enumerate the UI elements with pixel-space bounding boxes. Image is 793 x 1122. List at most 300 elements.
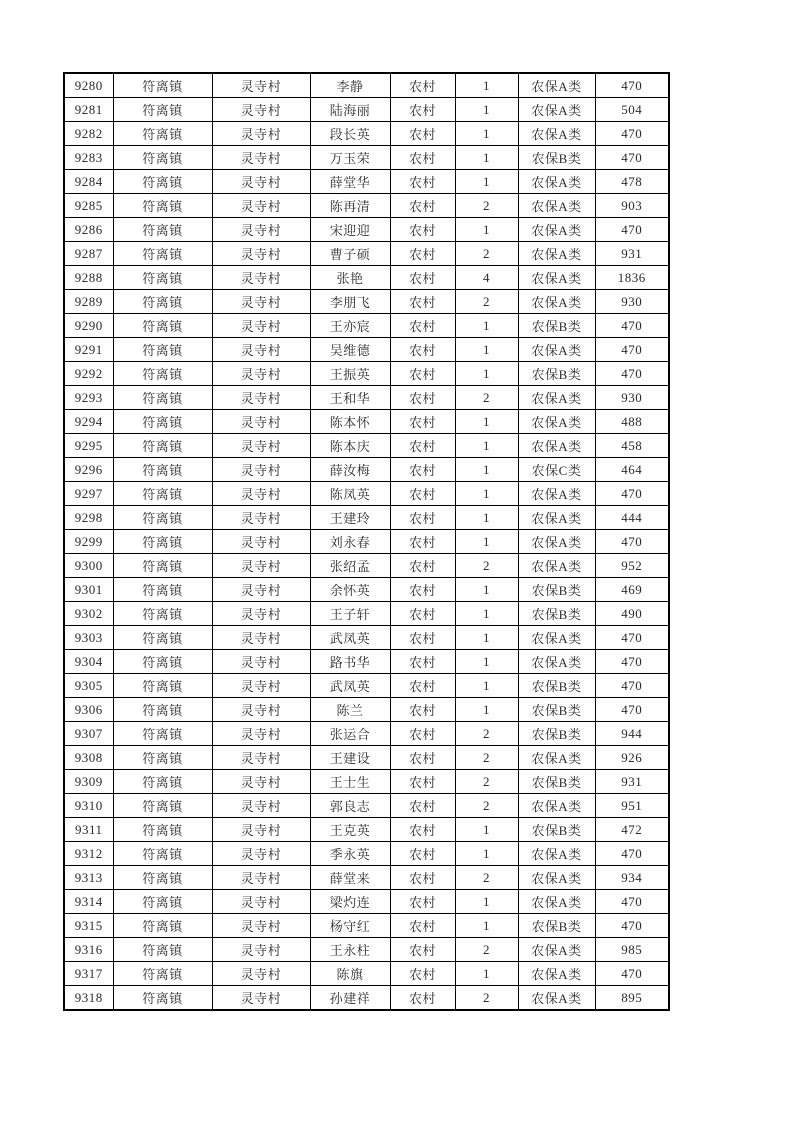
cell-amount: 470 — [595, 482, 669, 506]
cell-amount: 478 — [595, 170, 669, 194]
cell-residence: 农村 — [390, 818, 455, 842]
cell-category: 农保A类 — [518, 986, 595, 1011]
cell-count: 1 — [455, 602, 518, 626]
cell-name: 吴维德 — [310, 338, 390, 362]
cell-seq: 9284 — [64, 170, 113, 194]
cell-name: 王子轩 — [310, 602, 390, 626]
cell-village: 灵寺村 — [212, 146, 310, 170]
cell-seq: 9292 — [64, 362, 113, 386]
cell-count: 2 — [455, 722, 518, 746]
cell-town: 符离镇 — [113, 890, 212, 914]
cell-town: 符离镇 — [113, 986, 212, 1011]
cell-count: 2 — [455, 554, 518, 578]
cell-village: 灵寺村 — [212, 770, 310, 794]
cell-name: 薛汝梅 — [310, 458, 390, 482]
cell-name: 杨守红 — [310, 914, 390, 938]
cell-amount: 470 — [595, 650, 669, 674]
cell-amount: 470 — [595, 314, 669, 338]
cell-village: 灵寺村 — [212, 842, 310, 866]
cell-count: 2 — [455, 938, 518, 962]
cell-category: 农保A类 — [518, 266, 595, 290]
cell-seq: 9310 — [64, 794, 113, 818]
cell-count: 1 — [455, 338, 518, 362]
cell-category: 农保B类 — [518, 722, 595, 746]
cell-village: 灵寺村 — [212, 794, 310, 818]
cell-town: 符离镇 — [113, 818, 212, 842]
cell-name: 武凤英 — [310, 674, 390, 698]
cell-count: 1 — [455, 674, 518, 698]
cell-amount: 931 — [595, 770, 669, 794]
cell-town: 符离镇 — [113, 602, 212, 626]
cell-count: 1 — [455, 434, 518, 458]
cell-village: 灵寺村 — [212, 698, 310, 722]
cell-residence: 农村 — [390, 98, 455, 122]
cell-residence: 农村 — [390, 698, 455, 722]
cell-name: 郭良志 — [310, 794, 390, 818]
cell-village: 灵寺村 — [212, 482, 310, 506]
cell-residence: 农村 — [390, 194, 455, 218]
table-row — [64, 602, 669, 626]
cell-category: 农保B类 — [518, 362, 595, 386]
table-row — [64, 554, 669, 578]
cell-category: 农保A类 — [518, 746, 595, 770]
cell-name: 陈本庆 — [310, 434, 390, 458]
cell-amount: 934 — [595, 866, 669, 890]
cell-seq: 9315 — [64, 914, 113, 938]
cell-category: 农保A类 — [518, 962, 595, 986]
cell-name: 李朋飞 — [310, 290, 390, 314]
cell-name: 陈旗 — [310, 962, 390, 986]
cell-count: 1 — [455, 458, 518, 482]
cell-name: 王振英 — [310, 362, 390, 386]
cell-residence: 农村 — [390, 746, 455, 770]
cell-amount: 472 — [595, 818, 669, 842]
cell-town: 符离镇 — [113, 674, 212, 698]
cell-town: 符离镇 — [113, 770, 212, 794]
cell-town: 符离镇 — [113, 578, 212, 602]
cell-count: 1 — [455, 578, 518, 602]
cell-category: 农保A类 — [518, 938, 595, 962]
cell-amount: 951 — [595, 794, 669, 818]
cell-village: 灵寺村 — [212, 938, 310, 962]
cell-category: 农保B类 — [518, 602, 595, 626]
cell-seq: 9281 — [64, 98, 113, 122]
beneficiary-table — [63, 72, 670, 1011]
cell-category: 农保A类 — [518, 554, 595, 578]
table-row — [64, 698, 669, 722]
table-row — [64, 122, 669, 146]
cell-village: 灵寺村 — [212, 914, 310, 938]
cell-residence: 农村 — [390, 866, 455, 890]
cell-amount: 903 — [595, 194, 669, 218]
cell-count: 2 — [455, 386, 518, 410]
cell-seq: 9297 — [64, 482, 113, 506]
cell-count: 4 — [455, 266, 518, 290]
cell-residence: 农村 — [390, 410, 455, 434]
cell-amount: 470 — [595, 674, 669, 698]
cell-seq: 9280 — [64, 73, 113, 98]
cell-seq: 9282 — [64, 122, 113, 146]
cell-seq: 9306 — [64, 698, 113, 722]
cell-village: 灵寺村 — [212, 386, 310, 410]
cell-category: 农保A类 — [518, 73, 595, 98]
cell-residence: 农村 — [390, 626, 455, 650]
cell-seq: 9308 — [64, 746, 113, 770]
cell-seq: 9313 — [64, 866, 113, 890]
cell-residence: 农村 — [390, 794, 455, 818]
cell-seq: 9283 — [64, 146, 113, 170]
cell-count: 1 — [455, 698, 518, 722]
cell-name: 陈兰 — [310, 698, 390, 722]
cell-name: 王亦宸 — [310, 314, 390, 338]
cell-name: 王克英 — [310, 818, 390, 842]
cell-residence: 农村 — [390, 122, 455, 146]
cell-town: 符离镇 — [113, 650, 212, 674]
cell-village: 灵寺村 — [212, 530, 310, 554]
cell-residence: 农村 — [390, 434, 455, 458]
cell-town: 符离镇 — [113, 794, 212, 818]
cell-village: 灵寺村 — [212, 410, 310, 434]
cell-seq: 9298 — [64, 506, 113, 530]
cell-seq: 9317 — [64, 962, 113, 986]
cell-town: 符离镇 — [113, 434, 212, 458]
cell-category: 农保A类 — [518, 890, 595, 914]
cell-name: 梁灼连 — [310, 890, 390, 914]
cell-name: 陈凤英 — [310, 482, 390, 506]
cell-village: 灵寺村 — [212, 434, 310, 458]
cell-town: 符离镇 — [113, 194, 212, 218]
cell-name: 张运合 — [310, 722, 390, 746]
cell-amount: 470 — [595, 122, 669, 146]
cell-amount: 470 — [595, 146, 669, 170]
cell-seq: 9291 — [64, 338, 113, 362]
table-row — [64, 938, 669, 962]
cell-seq: 9288 — [64, 266, 113, 290]
table-row — [64, 362, 669, 386]
cell-town: 符离镇 — [113, 266, 212, 290]
cell-amount: 470 — [595, 218, 669, 242]
cell-village: 灵寺村 — [212, 986, 310, 1011]
cell-category: 农保A类 — [518, 794, 595, 818]
table-row — [64, 266, 669, 290]
cell-town: 符离镇 — [113, 170, 212, 194]
cell-residence: 农村 — [390, 722, 455, 746]
cell-seq: 9307 — [64, 722, 113, 746]
table-row — [64, 98, 669, 122]
cell-category: 农保A类 — [518, 98, 595, 122]
cell-amount: 1836 — [595, 266, 669, 290]
cell-seq: 9293 — [64, 386, 113, 410]
cell-amount: 488 — [595, 410, 669, 434]
cell-town: 符离镇 — [113, 73, 212, 98]
cell-count: 2 — [455, 290, 518, 314]
cell-name: 宋迎迎 — [310, 218, 390, 242]
cell-village: 灵寺村 — [212, 314, 310, 338]
cell-residence: 农村 — [390, 458, 455, 482]
table-row — [64, 170, 669, 194]
cell-town: 符离镇 — [113, 962, 212, 986]
cell-residence: 农村 — [390, 530, 455, 554]
cell-town: 符离镇 — [113, 98, 212, 122]
table-row — [64, 338, 669, 362]
cell-count: 2 — [455, 794, 518, 818]
cell-name: 薛堂来 — [310, 866, 390, 890]
cell-residence: 农村 — [390, 242, 455, 266]
cell-village: 灵寺村 — [212, 890, 310, 914]
cell-count: 1 — [455, 218, 518, 242]
cell-village: 灵寺村 — [212, 242, 310, 266]
cell-amount: 470 — [595, 338, 669, 362]
cell-town: 符离镇 — [113, 410, 212, 434]
cell-residence: 农村 — [390, 314, 455, 338]
cell-town: 符离镇 — [113, 626, 212, 650]
cell-seq: 9294 — [64, 410, 113, 434]
cell-name: 孙建祥 — [310, 986, 390, 1011]
cell-amount: 470 — [595, 962, 669, 986]
cell-seq: 9302 — [64, 602, 113, 626]
cell-town: 符离镇 — [113, 938, 212, 962]
cell-town: 符离镇 — [113, 338, 212, 362]
cell-name: 陈再清 — [310, 194, 390, 218]
cell-village: 灵寺村 — [212, 170, 310, 194]
cell-seq: 9295 — [64, 434, 113, 458]
cell-count: 1 — [455, 962, 518, 986]
table-row — [64, 578, 669, 602]
cell-residence: 农村 — [390, 602, 455, 626]
cell-name: 陈本怀 — [310, 410, 390, 434]
table-row — [64, 890, 669, 914]
cell-town: 符离镇 — [113, 290, 212, 314]
cell-count: 2 — [455, 242, 518, 266]
cell-residence: 农村 — [390, 962, 455, 986]
cell-amount: 470 — [595, 362, 669, 386]
table-row — [64, 674, 669, 698]
cell-village: 灵寺村 — [212, 362, 310, 386]
table-row — [64, 290, 669, 314]
cell-town: 符离镇 — [113, 146, 212, 170]
cell-amount: 470 — [595, 842, 669, 866]
cell-name: 王和华 — [310, 386, 390, 410]
cell-residence: 农村 — [390, 770, 455, 794]
cell-village: 灵寺村 — [212, 554, 310, 578]
cell-amount: 930 — [595, 290, 669, 314]
cell-category: 农保A类 — [518, 866, 595, 890]
table-row — [64, 314, 669, 338]
cell-category: 农保A类 — [518, 482, 595, 506]
cell-seq: 9289 — [64, 290, 113, 314]
cell-seq: 9285 — [64, 194, 113, 218]
cell-residence: 农村 — [390, 146, 455, 170]
table-row — [64, 914, 669, 938]
cell-category: 农保A类 — [518, 218, 595, 242]
cell-count: 1 — [455, 650, 518, 674]
cell-category: 农保A类 — [518, 650, 595, 674]
cell-residence: 农村 — [390, 890, 455, 914]
cell-count: 2 — [455, 986, 518, 1011]
cell-amount: 926 — [595, 746, 669, 770]
cell-village: 灵寺村 — [212, 650, 310, 674]
cell-count: 1 — [455, 362, 518, 386]
cell-category: 农保B类 — [518, 770, 595, 794]
cell-residence: 农村 — [390, 362, 455, 386]
cell-residence: 农村 — [390, 338, 455, 362]
cell-count: 1 — [455, 890, 518, 914]
cell-village: 灵寺村 — [212, 602, 310, 626]
cell-amount: 470 — [595, 890, 669, 914]
cell-town: 符离镇 — [113, 842, 212, 866]
cell-town: 符离镇 — [113, 698, 212, 722]
cell-village: 灵寺村 — [212, 290, 310, 314]
cell-town: 符离镇 — [113, 242, 212, 266]
cell-count: 1 — [455, 314, 518, 338]
cell-residence: 农村 — [390, 842, 455, 866]
cell-village: 灵寺村 — [212, 506, 310, 530]
cell-count: 1 — [455, 626, 518, 650]
table-row — [64, 986, 669, 1011]
cell-name: 路书华 — [310, 650, 390, 674]
cell-name: 张绍孟 — [310, 554, 390, 578]
cell-village: 灵寺村 — [212, 746, 310, 770]
cell-category: 农保B类 — [518, 914, 595, 938]
cell-category: 农保B类 — [518, 674, 595, 698]
cell-residence: 农村 — [390, 290, 455, 314]
cell-village: 灵寺村 — [212, 194, 310, 218]
cell-category: 农保A类 — [518, 842, 595, 866]
cell-seq: 9301 — [64, 578, 113, 602]
cell-seq: 9303 — [64, 626, 113, 650]
cell-amount: 930 — [595, 386, 669, 410]
cell-amount: 470 — [595, 698, 669, 722]
table-row — [64, 962, 669, 986]
cell-category: 农保B类 — [518, 818, 595, 842]
cell-name: 王建设 — [310, 746, 390, 770]
cell-category: 农保B类 — [518, 146, 595, 170]
cell-count: 1 — [455, 842, 518, 866]
table-row — [64, 386, 669, 410]
cell-name: 李静 — [310, 73, 390, 98]
cell-name: 万玉荣 — [310, 146, 390, 170]
cell-town: 符离镇 — [113, 482, 212, 506]
cell-category: 农保B类 — [518, 698, 595, 722]
cell-town: 符离镇 — [113, 386, 212, 410]
cell-town: 符离镇 — [113, 314, 212, 338]
cell-count: 1 — [455, 73, 518, 98]
cell-town: 符离镇 — [113, 218, 212, 242]
cell-town: 符离镇 — [113, 866, 212, 890]
cell-seq: 9296 — [64, 458, 113, 482]
cell-count: 1 — [455, 98, 518, 122]
table-row — [64, 434, 669, 458]
cell-count: 1 — [455, 914, 518, 938]
cell-residence: 农村 — [390, 506, 455, 530]
cell-count: 2 — [455, 746, 518, 770]
cell-category: 农保A类 — [518, 410, 595, 434]
cell-residence: 农村 — [390, 218, 455, 242]
cell-count: 2 — [455, 194, 518, 218]
cell-count: 1 — [455, 170, 518, 194]
cell-residence: 农村 — [390, 554, 455, 578]
cell-category: 农保A类 — [518, 170, 595, 194]
table-row — [64, 626, 669, 650]
cell-residence: 农村 — [390, 482, 455, 506]
table-row — [64, 194, 669, 218]
cell-village: 灵寺村 — [212, 722, 310, 746]
table-row — [64, 770, 669, 794]
table-row — [64, 506, 669, 530]
table-row — [64, 482, 669, 506]
cell-seq: 9286 — [64, 218, 113, 242]
cell-village: 灵寺村 — [212, 122, 310, 146]
cell-amount: 458 — [595, 434, 669, 458]
cell-name: 段长英 — [310, 122, 390, 146]
cell-amount: 931 — [595, 242, 669, 266]
table-row — [64, 73, 669, 98]
cell-town: 符离镇 — [113, 530, 212, 554]
table-body — [64, 73, 669, 1010]
cell-amount: 470 — [595, 626, 669, 650]
cell-residence: 农村 — [390, 73, 455, 98]
cell-category: 农保A类 — [518, 506, 595, 530]
cell-count: 1 — [455, 482, 518, 506]
cell-category: 农保A类 — [518, 290, 595, 314]
table-row — [64, 458, 669, 482]
cell-category: 农保A类 — [518, 386, 595, 410]
cell-village: 灵寺村 — [212, 578, 310, 602]
cell-seq: 9311 — [64, 818, 113, 842]
table-row — [64, 242, 669, 266]
cell-count: 1 — [455, 122, 518, 146]
cell-village: 灵寺村 — [212, 98, 310, 122]
cell-name: 季永英 — [310, 842, 390, 866]
table-row — [64, 722, 669, 746]
cell-category: 农保A类 — [518, 434, 595, 458]
table-row — [64, 218, 669, 242]
table-row — [64, 794, 669, 818]
table-row — [64, 866, 669, 890]
cell-name: 刘永春 — [310, 530, 390, 554]
cell-seq: 9299 — [64, 530, 113, 554]
cell-amount: 952 — [595, 554, 669, 578]
cell-seq: 9312 — [64, 842, 113, 866]
cell-amount: 464 — [595, 458, 669, 482]
cell-residence: 农村 — [390, 674, 455, 698]
cell-seq: 9300 — [64, 554, 113, 578]
cell-town: 符离镇 — [113, 914, 212, 938]
cell-seq: 9290 — [64, 314, 113, 338]
cell-seq: 9309 — [64, 770, 113, 794]
cell-village: 灵寺村 — [212, 73, 310, 98]
cell-count: 2 — [455, 770, 518, 794]
cell-name: 王士生 — [310, 770, 390, 794]
cell-residence: 农村 — [390, 986, 455, 1011]
table-row — [64, 818, 669, 842]
cell-name: 王建玲 — [310, 506, 390, 530]
cell-category: 农保A类 — [518, 242, 595, 266]
cell-town: 符离镇 — [113, 722, 212, 746]
cell-residence: 农村 — [390, 578, 455, 602]
cell-village: 灵寺村 — [212, 218, 310, 242]
cell-residence: 农村 — [390, 938, 455, 962]
table-row — [64, 146, 669, 170]
cell-count: 1 — [455, 410, 518, 434]
cell-name: 曹子硕 — [310, 242, 390, 266]
table-row — [64, 746, 669, 770]
cell-residence: 农村 — [390, 266, 455, 290]
cell-count: 1 — [455, 530, 518, 554]
cell-amount: 469 — [595, 578, 669, 602]
cell-town: 符离镇 — [113, 554, 212, 578]
cell-seq: 9316 — [64, 938, 113, 962]
